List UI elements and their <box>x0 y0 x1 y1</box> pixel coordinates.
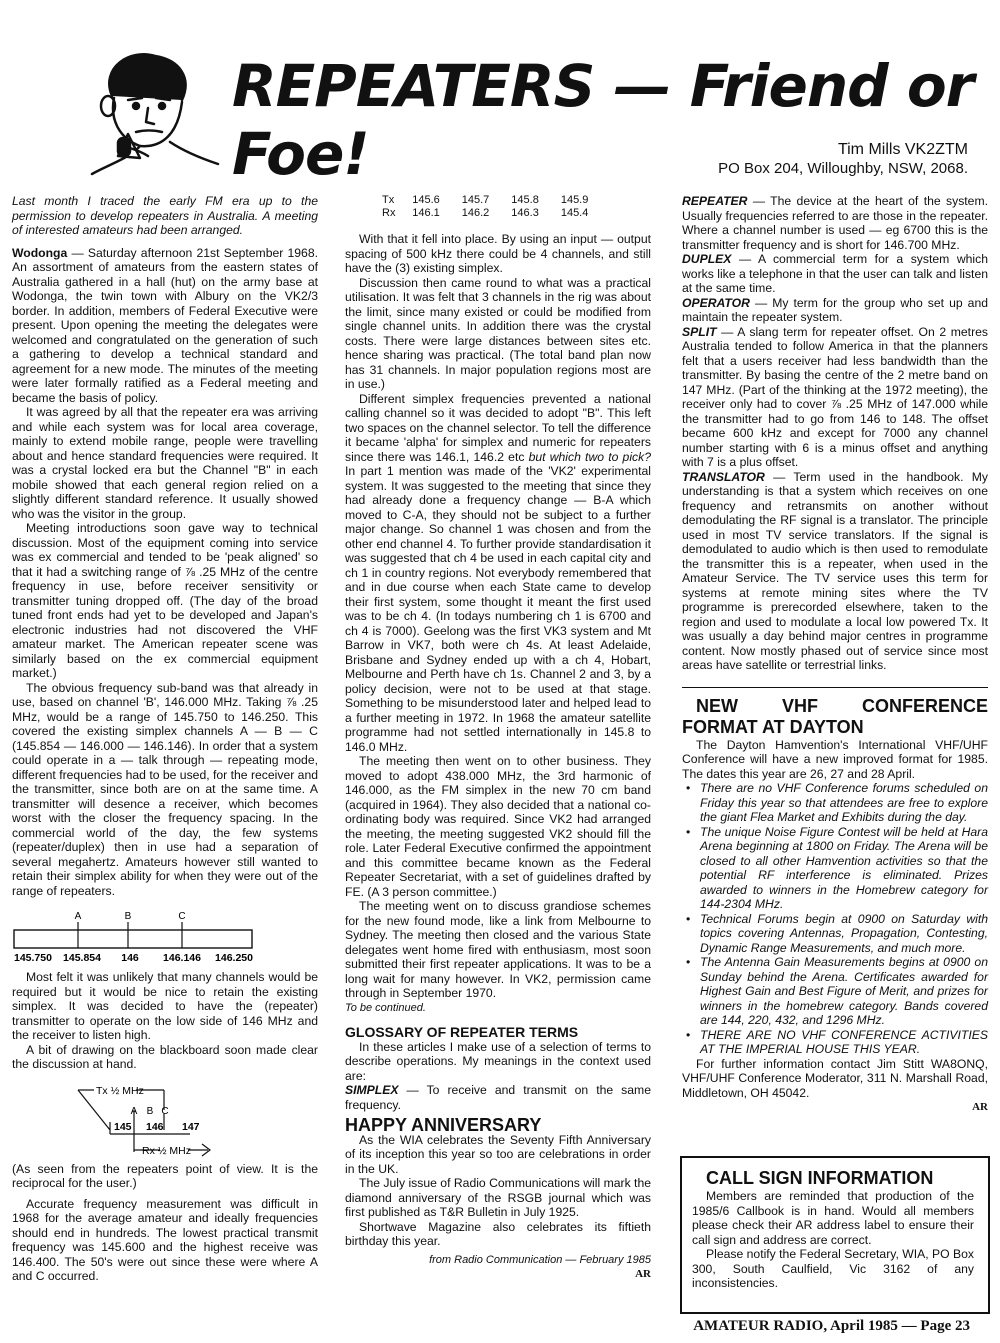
paragraph: Most felt it was unlikely that many channels would be required but it would be nice to retain the existing simplex. It was decided to have the (repeater) transmitter to operate on the low side of 146 MHz and the receiver to listen high. <box>12 970 318 1042</box>
table-cell: 146.1 <box>412 207 440 219</box>
table-cell: 146.2 <box>461 207 490 219</box>
tx-half-mhz-label-text: Tx ½ MHz <box>96 1084 144 1097</box>
column-3 <box>682 194 988 1115</box>
diagram-num: 145 <box>114 1120 132 1133</box>
paragraph: Accurate frequency measurement was difficult in 1968 for the average amateur and ideally frequencies should end in hundreds. The lowest practical transmit frequency was 145.600 and the highest receive was 146.400. The 50's were out since these were where A and C occurred. <box>12 1196 318 1283</box>
diagram-letter-b: B <box>146 1105 154 1117</box>
tx-rx-channel-table <box>382 194 598 220</box>
tick-label: 145.854 <box>63 952 101 964</box>
table-row <box>382 207 598 220</box>
term-translator: TRANSLATOR <box>682 469 765 484</box>
term-split: SPLIT <box>682 324 717 339</box>
paragraph: The meeting then went on to other business. They moved to adopt 438.000 MHz, the 3rd harmonic of 146.000, as the FM simplex in the new 70 cm band (acquired in 1964). They also decided that a national co-ordinating body was required. Since VK2 had arranged the meeting, the meeting suggested VK2 should fill the role. Later Federal Executive confirmed the appointment and this committee became known as the Federal Repeater Secretariat, with a set of guidelines drafted by FE. (A 3 person committee.) <box>345 754 651 899</box>
author-address: PO Box 204, Willoughby, NSW, 2068. <box>718 160 968 177</box>
term-duplex: DUPLEX <box>682 252 732 266</box>
paragraph: The July issue of Radio Communications will mark the diamond anniversary of the RSGB journal which was first published as T&R Bulletin in July 1925. <box>345 1176 651 1219</box>
paragraph: Members are reminded that production of the 1985/6 Callbook is in hand. Would all members please check their AR address label to ensure their call sign and address are correct. <box>692 1189 974 1247</box>
paragraph: The obvious frequency sub-band was that already in use, based on channel 'B', 146.000 MHz. Taking ⅞ .25 MHz, would be a range of 145.750 to 146.250. This covered the existing simplex channels A — B — C (145.854 — 146.000 — 146.146). In order that a system could operate in a — talk through — repeating mode, different frequencies had to be used, for the receiver and the transmitter, since both are on at the same time. A transmitter will desence a receiver, which becomes worst with the closer the frequency spacing. In the commercial world of the day, the few systems (repeater/duplex) then in use had a separation of several megahertz. Amateurs however still wanted to retain their simplex ability for when they were out of the range of repeaters. <box>12 680 319 898</box>
list-item: • The unique Noise Figure Contest will be held at Hara Arena beginning at 1800 on Friday. The Arena will be closed to all other Hamvention activities so that the potential RF interference is eliminated. Prizes awarded to winners in the Homebrew category for 144-2304 MHz. <box>700 825 988 912</box>
band-rectangle <box>14 930 252 948</box>
diagram-letter-a: A <box>130 1105 138 1117</box>
vhf-conference-heading: NEW VHF CONFERENCE FORMAT AT DAYTON <box>682 695 988 737</box>
paragraph: Shortwave Magazine also celebrates its fiftieth birthday this year. <box>345 1219 651 1248</box>
paragraph: For further information contact Jim Stitt WA8ONQ, VHF/UHF Conference Moderator, 311 N. Marshall Road, Middletown, OH 45042. <box>682 1056 988 1100</box>
table-row <box>382 194 598 207</box>
conference-bullet-list <box>682 781 988 1057</box>
paragraph: (As seen from the repeaters point of view. It is the reciprocal for the user.) <box>12 1161 318 1190</box>
anniversary-heading: HAPPY ANNIVERSARY <box>345 1115 542 1135</box>
table-cell: Tx <box>382 194 395 206</box>
term-operator: OPERATOR <box>682 295 750 310</box>
tick-label: 146.250 <box>215 952 253 964</box>
article-title: REPEATERS — Friend or Foe! <box>232 52 974 188</box>
table-cell: 145.4 <box>560 207 589 219</box>
table-cell: 146.3 <box>511 207 539 219</box>
intro-paragraph: Last month I traced the early FM era up to the permission to develop repeaters in Australia. A meeting of interested amateurs had been arranged. <box>12 194 318 237</box>
paragraph: OPERATOR — My term for the group who set up and maintain the repeater system. <box>682 295 988 324</box>
paragraph: The Dayton Hamvention's International VHF/UHF Conference will have a new improved format for 1985. The dates this year are 26, 27 and 28 April. <box>682 737 988 781</box>
term-simplex: SIMPLEX <box>345 1083 399 1097</box>
list-item: • Technical Forums begin at 0900 on Saturday with topics covering Antennas, Propagation, Contesting, Dynamic Range Measurements, and much more. <box>700 912 988 956</box>
paragraph: As the WIA celebrates the Seventy Fifth Anniversary of its inception this year so too are celebrations in order in the UK. <box>345 1132 651 1176</box>
table-cell: Rx <box>382 207 396 219</box>
table-cell: 145.7 <box>461 194 490 206</box>
author-block <box>718 140 968 178</box>
paragraph: Discussion then came round to what was a practical utilisation. It was felt that 3 channels in the rig was about the limit, since many existed or could be modified from single channel units. In addition there was the crystal costs. There were large distances between sites etc. hence sharing was practical. (The total band plan now has 31 channels. In major population regions most are in use.) <box>345 275 651 391</box>
table-cell: 145.9 <box>560 194 589 206</box>
cartoon-man-microphone-illustration <box>70 38 220 178</box>
call-sign-info-box <box>680 1156 990 1314</box>
paragraph: SPLIT — A slang term for repeater offset. On 2 metres Australia tended to follow America in that the planners felt that a users receiver had less bandwidth than the transmitter. By basing the centre of the 2 metre band on 147 MHz. (Part of the thinking at the 1972 meeting), the receiver only had to cover ⅞ .25 MHz of 147.000 while the transmitter had to go from 146 to 148. The offset became 600 kHz and except for 7000 any channel number starting with 6 is a minus offset and anything with 7 is a plus offset. <box>682 324 988 469</box>
list-item: • The Antenna Gain Measurements begins at 0900 on Sunday behind the Arena. Certificates awarded for Highest Gain and Best Figure of Merit, and prizes for winners in the homebrew category. Bands covered are 144, 220, 432, and 1296 MHz. <box>700 955 988 1028</box>
lead-term: Wodonga <box>12 245 68 260</box>
diagram-label-a: A <box>74 911 82 922</box>
term-repeater: REPEATER <box>682 194 748 208</box>
source-credit: from Radio Communication — February 1985 <box>429 1253 651 1266</box>
ar-end-mark: AR <box>972 1101 988 1113</box>
list-item: • THERE ARE NO VHF CONFERENCE ACTIVITIES AT THE IMPERIAL HOUSE THIS YEAR. <box>700 1028 988 1057</box>
diagram-label-b: B <box>124 911 132 922</box>
frequency-band-diagram <box>12 908 318 964</box>
page-footer: AMATEUR RADIO, April 1985 — Page 23 <box>693 1318 970 1334</box>
paragraph: TRANSLATOR — Term used in the handbook. My understanding is that a system which receives on one frequency and retransmits on another without demodulating the RF signal is a translator. The principle used in most TV service translators. If the signal is demodulated to audio which is then used to remodulate the transmitter this is a repeater, when used in the Amateur Service. The TV service uses this term for systems at remote mining sites where the TV programme is prerecorded elsewhere, taken to the region and used to modulate a local low powered Tx. It was usually a day behind major centres in programme content. Now mostly phased out of service since most areas have satellite or terrestrial links. <box>682 469 988 672</box>
author-name: Tim Mills VK2ZTM <box>837 141 968 158</box>
tick-label: 145.750 <box>14 952 52 964</box>
paragraph: Meeting introductions soon gave way to technical discussion. Most of the equipment coming into service was ex commercial and tended to be 'peak aligned' so that it had a switching range of ⅞ .25 MHz of the centre frequency in use, before receiver sensitivity or transmitter tuning dropped off. (The day of the broad tuned front ends had yet to be developed and Japan's electronic industries had not discovered the VHF amateur market. The American repeater scene was similarly based on the ex commercial equipment market.) <box>12 521 318 680</box>
table-cell: 145.6 <box>412 194 440 206</box>
column-1 <box>12 194 318 1284</box>
divider <box>682 687 988 688</box>
paragraph: It was agreed by all that the repeater era was arriving and while each system was for local area coverage, mainly to extend mobile range, people were travelling about and hence standard frequencies were required. It was a crystal locked era but the Channel "B" in each mobile showed that each general region relied on a slightly different standard reference. It usually showed who was the visitor in the group. <box>12 405 318 521</box>
table-cell: 145.8 <box>511 194 539 206</box>
ar-end-mark: AR <box>635 1268 651 1280</box>
column-2 <box>345 232 651 1282</box>
paragraph: A bit of drawing on the blackboard soon made clear the discussion at hand. <box>12 1042 318 1071</box>
glossary-heading: GLOSSARY OF REPEATER TERMS <box>345 1024 579 1040</box>
tick-label: 146.146 <box>163 952 201 964</box>
paragraph: Different simplex frequencies prevented a national calling channel so it was decided to adopt "B". This left two spaces on the channel selector. To tell the difference it became 'alpha' for simplex and numeric for repeaters since there was 146.1, 146.2 etc but which two to pick? In part 1 mention was made of the 'VK2' experimental system. It was suggested to the meeting that since they had already done a frequency change — B-A which moved to C-A, they should not be subject to a further major change. So channel 1 was chosen and from the other end channel 4. To further provide standardisation it was suggested that ch 4 be used in each capital city and ch 1 in country regions. Not everybody remembered that and in due course when each State came to develop their first system, some thought it meant the first used was to be ch 4. (In todays numbering ch 1 is 6700 and ch 4 is 7000). Geelong was the first VK3 system and Mt Barrow in VK7, both were ch 4s. At least Adelaide, Brisbane and Sydney ended up with a ch 4, Hobart, Melbourne and Perth have ch 1s. Channel 2 and 3, by a policy decision, were not to be used at that stage. Something to be misunderstood later and helped lead to a further meeting in 1972. In 1968 the amateur satellite programme had not settled internationally in 145.8 to 146.0 MHz. <box>345 391 651 754</box>
paragraph: SIMPLEX — To receive and transmit on the same frequency. <box>345 1083 651 1112</box>
repeater-offset-diagram <box>12 1078 318 1158</box>
diagram-label-c: C <box>178 911 186 922</box>
call-sign-info-content <box>692 1168 974 1291</box>
paragraph: Please notify the Federal Secretary, WIA, PO Box 300, South Caulfield, Vic 3162 of any inconsistencies. <box>692 1247 975 1290</box>
paragraph: The meeting went on to discuss grandiose schemes for the new found mode, like a link from Melbourne to Sydney. The meeting then closed and the various State delegates went home fired with enthusiasm, most soon submitted their first repeater applications. It was to be a long wait for many however. In VK2, permission came through in September 1970. <box>345 899 651 1000</box>
diagram-letter-c: C <box>161 1105 169 1117</box>
paragraph: With that it fell into place. By using an input — output spacing of 500 kHz there could be 4 channels, and still have the (3) existing simplex. <box>345 232 651 275</box>
paragraph: DUPLEX — A commercial term for a system which works like a telephone in that the user can talk and listen at the same time. <box>682 252 988 295</box>
call-sign-heading: CALL SIGN INFORMATION <box>706 1168 934 1188</box>
list-item: • There are no VHF Conference forums scheduled on Friday this year so that attendees are free to explore the giant Flea Market and Exhibits during the day. <box>700 781 988 825</box>
paragraph: In these articles I make use of a selection of terms to describe operations. My meanings in the context used are: <box>345 1039 651 1083</box>
diagram-num: 146 <box>146 1120 164 1133</box>
paragraph: REPEATER — The device at the heart of the system. Usually frequencies referred to are those in the repeater. Where a channel number is used — eg 6700 this is the transmitter frequency and is short for 146.700 MHz. <box>682 194 988 252</box>
diagram-num: 147 <box>182 1120 200 1133</box>
to-be-continued: To be continued. <box>345 1001 426 1014</box>
tick-label: 146 <box>121 952 139 964</box>
rx-half-mhz-label: Rx ½ MHz <box>142 1144 192 1157</box>
paragraph: Wodonga — Saturday afternoon 21st September 1968. An assortment of amateurs from the eastern states of Australia gathered in a hall (hut) on the army base at Wodonga, the twin town with Albury on the VK2/3 border. In addition, members of Federal Executive were present. Upon opening the meeting the delegates were welcomed and congratulated on the generation of such a gathering to develop a technical standard and agreement for a new mode. The minutes of the meeting were later formally ratified as a Federal meeting and became the basis of policy. <box>12 245 318 405</box>
